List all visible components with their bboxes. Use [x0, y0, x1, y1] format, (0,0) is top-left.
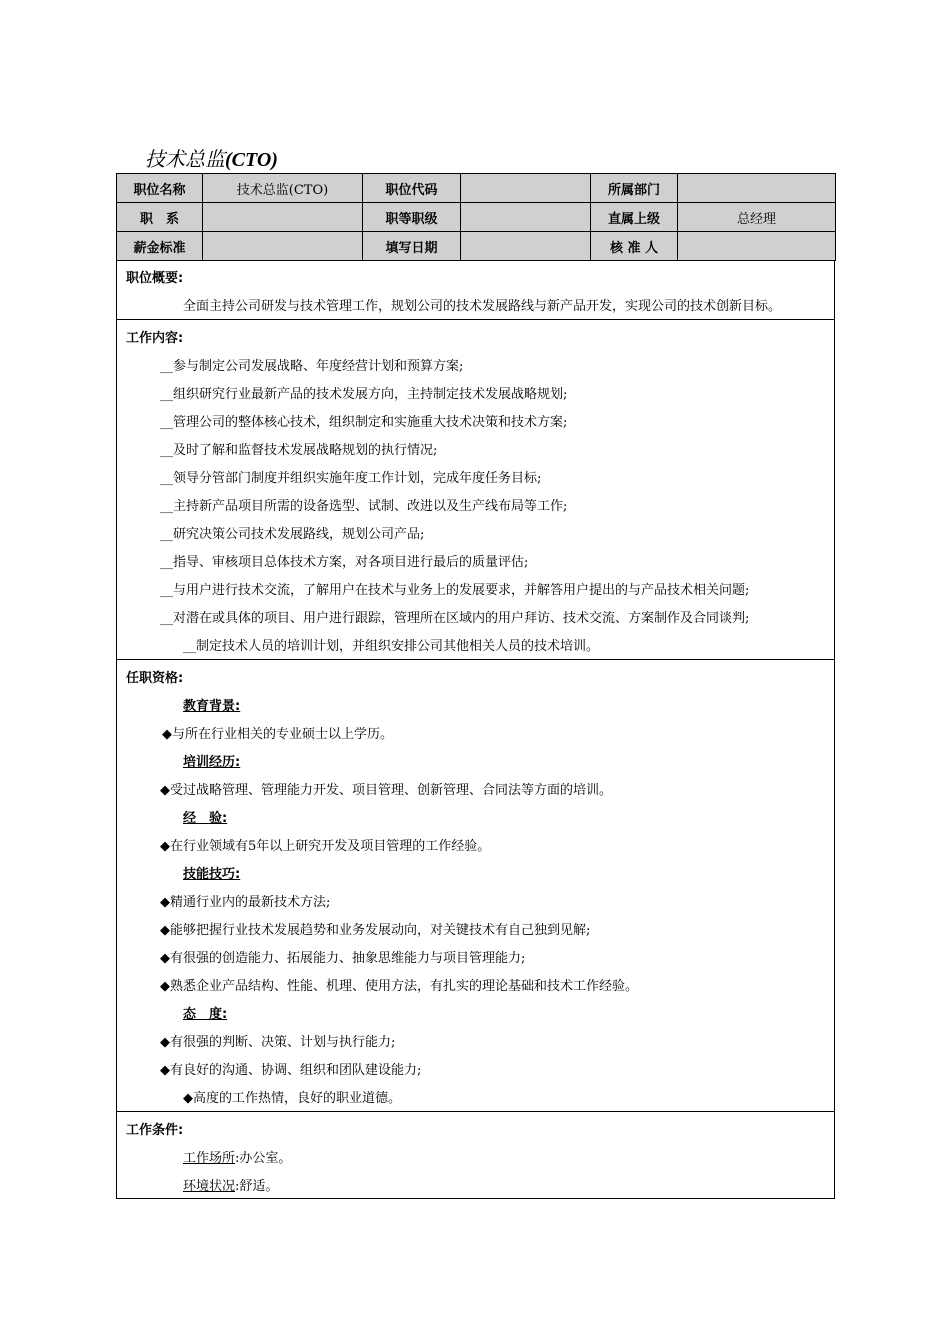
duty-item: __对潜在或具体的项目、用户进行跟踪，管理所在区域内的用户拜访、技术交流、方案制作及合同谈判;	[160, 611, 750, 626]
skill-item: ◆精通行业内的最新技术方法;	[160, 895, 331, 910]
skill-item: ◆有很强的创造能力、拓展能力、抽象思维能力与项目管理能力;	[160, 951, 526, 966]
environment-label: 环境状况	[183, 1179, 236, 1194]
duty-item: __制定技术人员的培训计划，并组织安排公司其他相关人员的技术培训。	[183, 639, 600, 654]
label-job-family: 职 系	[117, 203, 203, 232]
skill-item: ◆熟悉企业产品结构、性能、机理、使用方法，有扎实的理论基础和技术工作经验。	[160, 979, 638, 994]
label-salary: 薪金标准	[117, 232, 203, 261]
conditions-section	[116, 1112, 835, 1199]
label-position-name: 职位名称	[117, 174, 203, 203]
label-fill-date: 填写日期	[363, 232, 461, 261]
skill-item: ◆能够把握行业技术发展趋势和业务发展动向，对关键技术有自己独到见解;	[160, 923, 591, 938]
summary-text: 全面主持公司研发与技术管理工作，规划公司的技术发展路线与新产品开发，实现公司的技术创新目标。	[183, 299, 782, 314]
value-department	[678, 174, 836, 203]
value-approver	[678, 232, 836, 261]
duty-item: __与用户进行技术交流，了解用户在技术与业务上的发展要求，并解答用户提出的与产品技术相关问题;	[160, 583, 750, 598]
value-grade	[461, 203, 591, 232]
duty-item: __及时了解和监督技术发展战略规划的执行情况;	[160, 443, 438, 458]
value-job-family	[203, 203, 363, 232]
environment-row	[183, 1175, 278, 1194]
work-place-value: :办公室。	[235, 1151, 292, 1166]
work-place-row	[183, 1147, 291, 1166]
label-grade: 职等职级	[363, 203, 461, 232]
value-position-name: 技术总监(CTO)	[203, 174, 363, 203]
summary-section	[116, 260, 835, 320]
header-table	[116, 173, 836, 261]
label-supervisor: 直属上级	[591, 203, 678, 232]
value-supervisor: 总经理	[678, 203, 836, 232]
duties-section	[116, 320, 835, 660]
work-place-label: 工作场所	[183, 1151, 236, 1166]
skills-label: 技能技巧:	[183, 867, 241, 882]
attitude-item: ◆高度的工作热情，良好的职业道德。	[183, 1091, 401, 1106]
education-label: 教育背景:	[183, 699, 241, 714]
label-approver: 核 准 人	[591, 232, 678, 261]
education-item: ◆与所在行业相关的专业硕士以上学历。	[162, 727, 393, 742]
duty-item: __领导分管部门制度并组织实施年度工作计划，完成年度任务目标;	[160, 471, 542, 486]
training-label: 培训经历:	[183, 755, 241, 770]
duty-item: __研究决策公司技术发展路线，规划公司产品;	[160, 527, 425, 542]
experience-label: 经 验:	[183, 811, 228, 826]
title-cn: 技术总监	[145, 147, 225, 171]
value-position-code	[461, 174, 591, 203]
qualifications-section	[116, 660, 835, 1112]
conditions-heading: 工作条件:	[126, 1123, 184, 1138]
value-fill-date	[461, 232, 591, 261]
training-item: ◆受过战略管理、管理能力开发、项目管理、创新管理、合同法等方面的培训。	[160, 783, 612, 798]
label-position-code: 职位代码	[363, 174, 461, 203]
header-row-2	[117, 203, 836, 232]
header-row-3	[117, 232, 836, 261]
duty-item: __组织研究行业最新产品的技术发展方向，主持制定技术发展战略规划;	[160, 387, 568, 402]
summary-heading: 职位概要:	[126, 271, 184, 286]
duty-item: __主持新产品项目所需的设备选型、试制、改进以及生产线布局等工作;	[160, 499, 568, 514]
label-department: 所属部门	[591, 174, 678, 203]
duty-item: __指导、审核项目总体技术方案，对各项目进行最后的质量评估;	[160, 555, 529, 570]
duty-item: __管理公司的整体核心技术，组织制定和实施重大技术决策和技术方案;	[160, 415, 568, 430]
duty-item: __参与制定公司发展战略、年度经营计划和预算方案;	[160, 359, 464, 374]
experience-item: ◆在行业领域有5年以上研究开发及项目管理的工作经验。	[160, 839, 491, 854]
page-title	[145, 143, 278, 172]
value-salary	[203, 232, 363, 261]
title-en: (CTO)	[225, 149, 278, 171]
attitude-item: ◆有很强的判断、决策、计划与执行能力;	[160, 1035, 396, 1050]
header-row-1	[117, 174, 836, 203]
duties-heading: 工作内容:	[126, 331, 184, 346]
attitude-item: ◆有良好的沟通、协调、组织和团队建设能力;	[160, 1063, 422, 1078]
environment-value: :舒适。	[235, 1179, 279, 1194]
qualifications-heading: 任职资格:	[126, 671, 184, 686]
attitude-label: 态 度:	[183, 1007, 228, 1022]
